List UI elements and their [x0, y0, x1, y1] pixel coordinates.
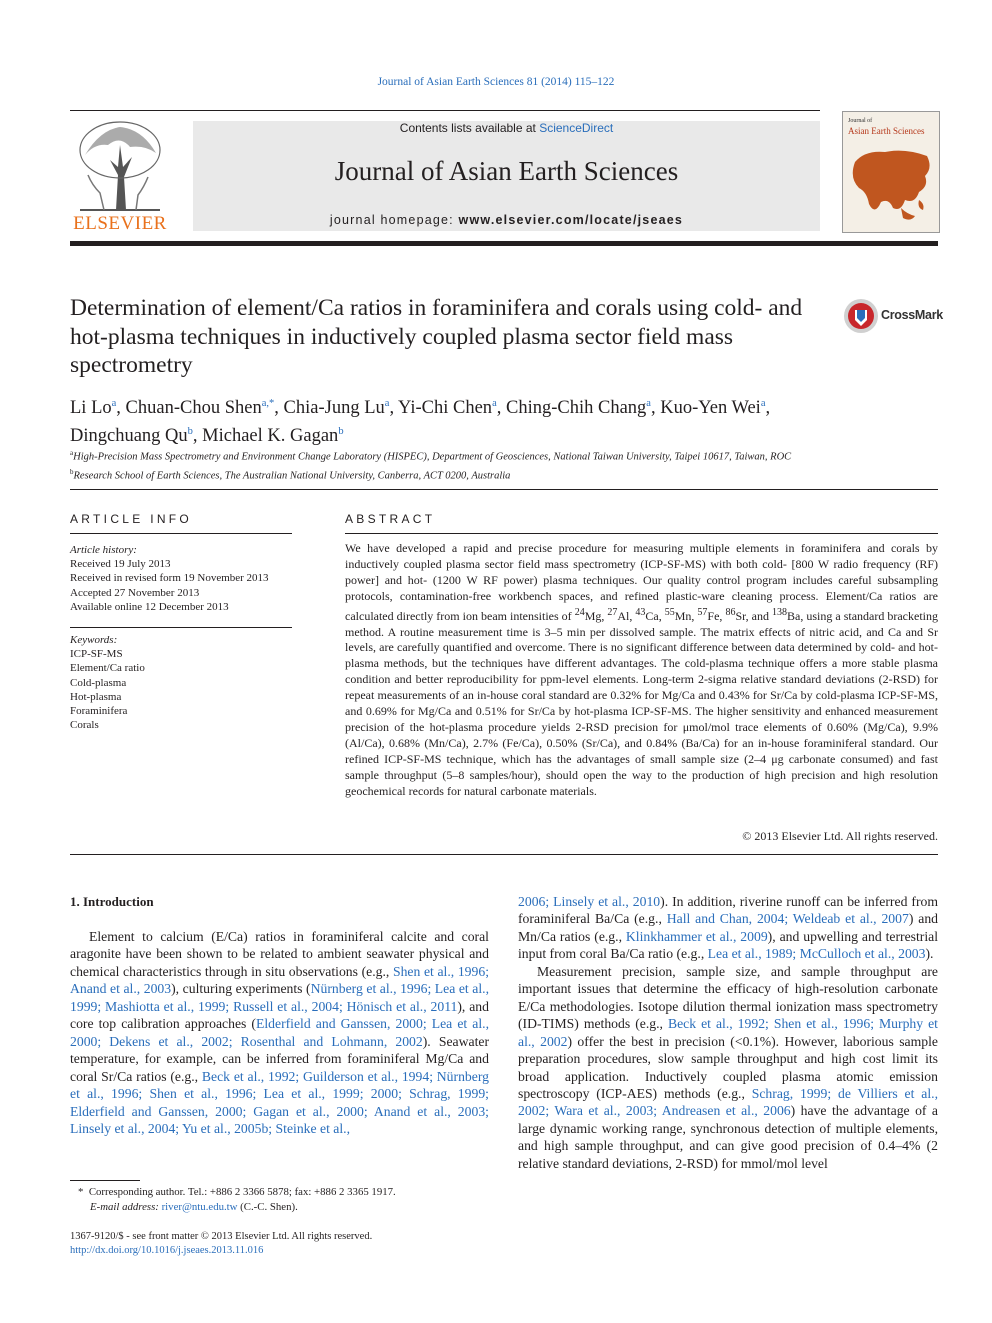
article-info-heading: ARTICLE INFO: [70, 512, 193, 526]
iso-mg-mass: 24: [574, 606, 585, 618]
journal-reference[interactable]: Journal of Asian Earth Sciences 81 (2014) 115–122: [377, 76, 615, 88]
homepage-prefix: journal homepage:: [329, 213, 459, 227]
author-name[interactable]: Li Lo: [70, 398, 112, 419]
article-info-rule: [70, 533, 292, 534]
keyword-item[interactable]: Foraminifera: [70, 705, 128, 718]
iso-ca-mass: 43: [635, 606, 646, 618]
affiliation-line: [70, 465, 930, 484]
introduction-heading: 1. Introduction: [70, 894, 154, 909]
crossmark-icon: [843, 298, 879, 334]
intro-right-text-5: Measurement precision, sample size, and sample throughput are important issues that determine the efficacy of high-resolution carbonate E/Ca methodologies. Isotope dilution thermal ionization mass spectrometry (ID-TIMS) methods (e.g.,: [518, 963, 938, 1032]
abstract-rule: [345, 533, 938, 534]
keyword-item[interactable]: Cold-plasma: [70, 676, 127, 689]
intro-text-3: ), and core top calibration approaches (: [70, 998, 489, 1032]
footnote: [70, 1185, 490, 1215]
sciencedirect-link[interactable]: ScienceDirect: [539, 121, 614, 135]
iso-sr: Sr, and: [735, 608, 772, 623]
abstract-part2: , using a standard bracketing method. A routine measurement time is 3–5 min per dissolved sample. The matrix effects of nitric acid, and Ca and Sr levels, are carefully quantified and overcome. There is no significant difference between data determined by cold- and hot-plasma methods, but the techniques have different advantages. The cold-plasma technique offers a more stable plasma condition and better reproducibility for ppm-level elements. Long-term 2-sigma relative standard deviations (2-RSD) for repeat measurements of an in-house coral standard are 0.32% for Mg/Ca and 0.43% for Sr/Ca by cold-plasma ICP-SF-MS, and 0.69% for Mg/Ca and 0.51% for Sr/Ca by hot-plasma ICP-SF-MS. The higher sensitivity and enhanced measurement precision of the hot-plasma procedure yields 2-RSD precision for μmol/mol trace elements of 0.60% (Mg/Ca), 9.9% (Al/Ca), 0.68% (Mn/Ca), 2.7% (Fe/Ca), 0.50% (Sr/Ca), and 0.84% (Ba/Ca) for an in-house foraminiferal standard. Our refined ICP-SF-MS technique, which has the advantages of small sample size (2–4 μg carbonate consumed) and fast sample throughput (5–8 samples/hour), should open the way to the production of high precision and high resolution geochemical records for natural carbonate materials.: [345, 608, 939, 798]
citation-link[interactable]: Klinkhammer et al., 2009: [625, 928, 768, 944]
keyword-item[interactable]: ICP-SF-MS: [70, 648, 123, 661]
author-name[interactable]: Kuo-Yen Wei: [660, 398, 761, 419]
header-divider: [70, 241, 938, 246]
author-name[interactable]: Yi-Chi Chen: [398, 398, 493, 419]
asia-map-icon: [845, 142, 937, 228]
author-affiliation-marker[interactable]: a: [384, 398, 390, 409]
affiliation-text: Research School of Earth Sciences, The Australian National University, Canberra, ACT 0200, Australia: [73, 470, 511, 481]
header-rule: [70, 110, 820, 111]
section-rule-top: [70, 489, 938, 490]
keywords-block: [70, 633, 292, 732]
iso-ba-mass: 138: [771, 606, 787, 618]
keyword-item[interactable]: Corals: [70, 719, 99, 732]
keywords-rule: [70, 627, 292, 628]
intro-right-text-4: ).: [925, 946, 934, 962]
crossmark-label: CrossMark: [881, 308, 943, 322]
author-separator: ,: [650, 398, 661, 419]
author-affiliation-marker[interactable]: a,*: [261, 398, 275, 409]
citation-link[interactable]: Schrag, 1999; de Villiers et al., 2002; Wara et al., 2003; Andreasen et al., 2006: [518, 1085, 938, 1119]
email-link[interactable]: river@ntu.edu.tw: [161, 1201, 238, 1213]
author-name[interactable]: Chia-Jung Lu: [283, 398, 385, 419]
author-separator: ,: [116, 398, 126, 419]
author-affiliation-marker[interactable]: a: [111, 398, 117, 409]
abstract-copyright: © 2013 Elsevier Ltd. All rights reserved.: [742, 829, 938, 843]
keywords-label: Keywords:: [70, 634, 118, 646]
footnote-star: *: [78, 1186, 84, 1198]
email-label: E-mail address:: [90, 1201, 162, 1213]
iso-fe-mass: 57: [697, 606, 708, 618]
history-item: Available online 12 December 2013: [70, 600, 229, 613]
affiliation-marker: a: [70, 449, 74, 457]
author-name[interactable]: Ching-Chih Chang: [505, 398, 647, 419]
author-list: [70, 392, 930, 448]
intro-right-text-6: ) offer the best in precision (<0.1%). However, laborious sample preparation procedures, slow sample throughput and high cost limit its broad application. Inductively coupled plasma atomic emission spectroscopy (ICP-AES) methods (e.g.,: [518, 1033, 938, 1101]
iso-sr-mass: 86: [725, 606, 736, 618]
corresponding-author: Corresponding author. Tel.: +886 2 3366 5878; fax: +886 2 3365 1917.: [88, 1186, 396, 1198]
citation-link[interactable]: Lea et al., 1989; McCulloch et al., 2003: [707, 946, 926, 962]
iso-al-mass: 27: [607, 606, 618, 618]
email-suffix: (C.-C. Shen).: [237, 1201, 298, 1213]
journal-title: Journal of Asian Earth Sciences: [334, 156, 679, 186]
author-name[interactable]: Chuan-Chou Shen: [125, 398, 262, 419]
contents-prefix: Contents lists available at: [399, 121, 540, 135]
intro-right-text-1: ). In addition, riverine runoff can be inferred from foraminiferal Ba/Ca (e.g.,: [518, 894, 938, 927]
elsevier-wordmark: ELSEVIER: [73, 213, 167, 234]
affiliation-line: [70, 446, 930, 465]
citation-link[interactable]: Hall and Chan, 2004; Weldeab et al., 2007: [666, 911, 909, 927]
cover-title: Asian Earth Sciences: [848, 126, 925, 136]
citation-link[interactable]: Beck et al., 1992; Shen et al., 1996; Murphy et al., 2002: [518, 1016, 938, 1049]
author-affiliation-marker[interactable]: a: [646, 398, 651, 409]
doi-link[interactable]: http://dx.doi.org/10.1016/j.jseaes.2013.11.016: [70, 1244, 264, 1256]
author-name[interactable]: Michael K. Gagan: [202, 426, 339, 447]
abstract-heading: ABSTRACT: [345, 512, 436, 526]
keyword-item[interactable]: Hot-plasma: [70, 690, 122, 703]
citation-link[interactable]: Shen et al., 1996; Anand et al., 2003: [70, 963, 489, 997]
author-affiliation-marker[interactable]: a: [492, 398, 497, 409]
article-history: [70, 543, 292, 614]
section-rule-bottom: [70, 854, 938, 855]
citation-link[interactable]: Nürnberg et al., 1996; Lea et al., 1999; Mashiotta et al., 1999; Russell et al., 2004; Hönisch et al., 2011: [70, 981, 490, 1014]
iso-mn: Mn,: [674, 608, 698, 623]
cover-small-text: Journal of: [848, 118, 873, 124]
homepage-url[interactable]: www.elsevier.com/locate/jseaes: [458, 213, 684, 227]
iso-fe: Fe,: [707, 608, 726, 623]
intro-text-2: ), culturing experiments (: [171, 981, 311, 997]
journal-homepage: [193, 213, 820, 227]
elsevier-logo[interactable]: [70, 115, 170, 235]
issn-line: 1367-9120/$ - see front matter © 2013 Elsevier Ltd. All rights reserved.: [70, 1231, 373, 1242]
affiliation-marker: b: [70, 467, 74, 476]
journal-cover-thumbnail[interactable]: [842, 111, 940, 233]
history-label: Article history:: [70, 544, 137, 556]
intro-right-column: [518, 893, 938, 1172]
iso-ca: Ca,: [645, 608, 665, 623]
keyword-item[interactable]: Element/Ca ratio: [70, 662, 145, 675]
contents-line: [193, 121, 820, 135]
bottom-info: [70, 1230, 490, 1258]
footnote-rule: [70, 1180, 140, 1181]
citation-link[interactable]: Beck et al., 1992; Guilderson et al., 1994; Nürnberg et al., 1996; Shen et al., 1996; Lea et al., 1999; 2000; Schrag, 1999; Elderfield and Ganssen, 2000; Gagan et al., 2000; Anand et al., 2003; Linsely et al., 2004; Yu et al., 2005b; Steinke et al.,: [70, 1068, 489, 1136]
author-name[interactable]: Dingchuang Qu: [70, 426, 188, 447]
intro-right-text-3: ), and upwelling and terrestrial input from coral Ba/Ca ratio (e.g.,: [518, 928, 939, 962]
intro-text-1: Element to calcium (E/Ca) ratios in foraminiferal calcite and coral aragonite have been shown to be related to ambient seawater physical and chemical characteristics through in situ observations (e.g.,: [70, 929, 489, 979]
iso-al: Al,: [617, 608, 636, 623]
intro-left-column: [70, 928, 489, 1137]
abstract-text: [345, 541, 938, 800]
author-separator: ,: [192, 426, 203, 447]
iso-mn-mass: 55: [664, 606, 675, 618]
citation-link[interactable]: Elderfield and Ganssen, 2000; Lea et al., 2000; Dekens et al., 2002; Rosenthal and Lohmann, 2002: [70, 1016, 489, 1049]
affiliations: [70, 446, 930, 483]
author-affiliation-marker[interactable]: b: [187, 426, 193, 438]
intro-right-text-7: ) have the advantage of a large dynamic working range, synchronous detection of multiple elements, and high sample throughput, and can give good precision of 0.4–4% (2 relative standard deviations, 2-RSD) for mmol/mol level: [518, 1103, 938, 1171]
iso-mg: Mg,: [584, 608, 608, 623]
article-title: Determination of element/Ca ratios in foraminifera and corals using cold- and hot-plasma techniques in inductively coupled plasma sector field mass spectrometry: [70, 295, 803, 378]
citation-link[interactable]: 2006; Linsely et al., 2010: [518, 894, 661, 909]
author-separator: ,: [274, 398, 284, 419]
author-separator: ,: [496, 398, 506, 419]
intro-text-4: ). Seawater temperature, for example, can be inferred from foraminiferal Mg/Ca and coral Sr/Ca ratios (e.g.,: [70, 1033, 490, 1084]
affiliation-text: High-Precision Mass Spectrometry and Environment Change Laboratory (HISPEC), Department of Geosciences, National Taiwan University, Taipei 10617, Taiwan, ROC: [73, 451, 792, 463]
history-list: [70, 557, 292, 614]
history-item: Received 19 July 2013: [70, 558, 171, 571]
keyword-list: [70, 647, 292, 732]
author-affiliation-marker[interactable]: b: [338, 426, 344, 438]
history-item: Received in revised form 19 November 2013: [70, 572, 269, 585]
author-affiliation-marker[interactable]: a: [760, 398, 766, 409]
iso-ba: Ba: [786, 608, 801, 623]
intro-right-text-2: ) and Mn/Ca ratios (e.g.,: [518, 911, 939, 944]
author-separator: ,: [389, 398, 399, 419]
history-item: Accepted 27 November 2013: [70, 586, 200, 599]
crossmark-badge[interactable]: [843, 298, 943, 334]
author-separator: ,: [765, 398, 771, 419]
abstract-part1: We have developed a rapid and precise procedure for measuring multiple elements in foraminifera and corals by inductively coupled plasma sector field mass spectrometry (ICP-SF-MS) with both cold- [800 W radio frequency (RF) power] and hot- (1200 W RF power) plasma techniques. Our quality control program includes careful subsampling protocols, contamination-free workbench spaces, and refined plastic-ware cleaning process. Element/Ca ratios are calculated directly from ion beam intensities of: [345, 541, 938, 623]
